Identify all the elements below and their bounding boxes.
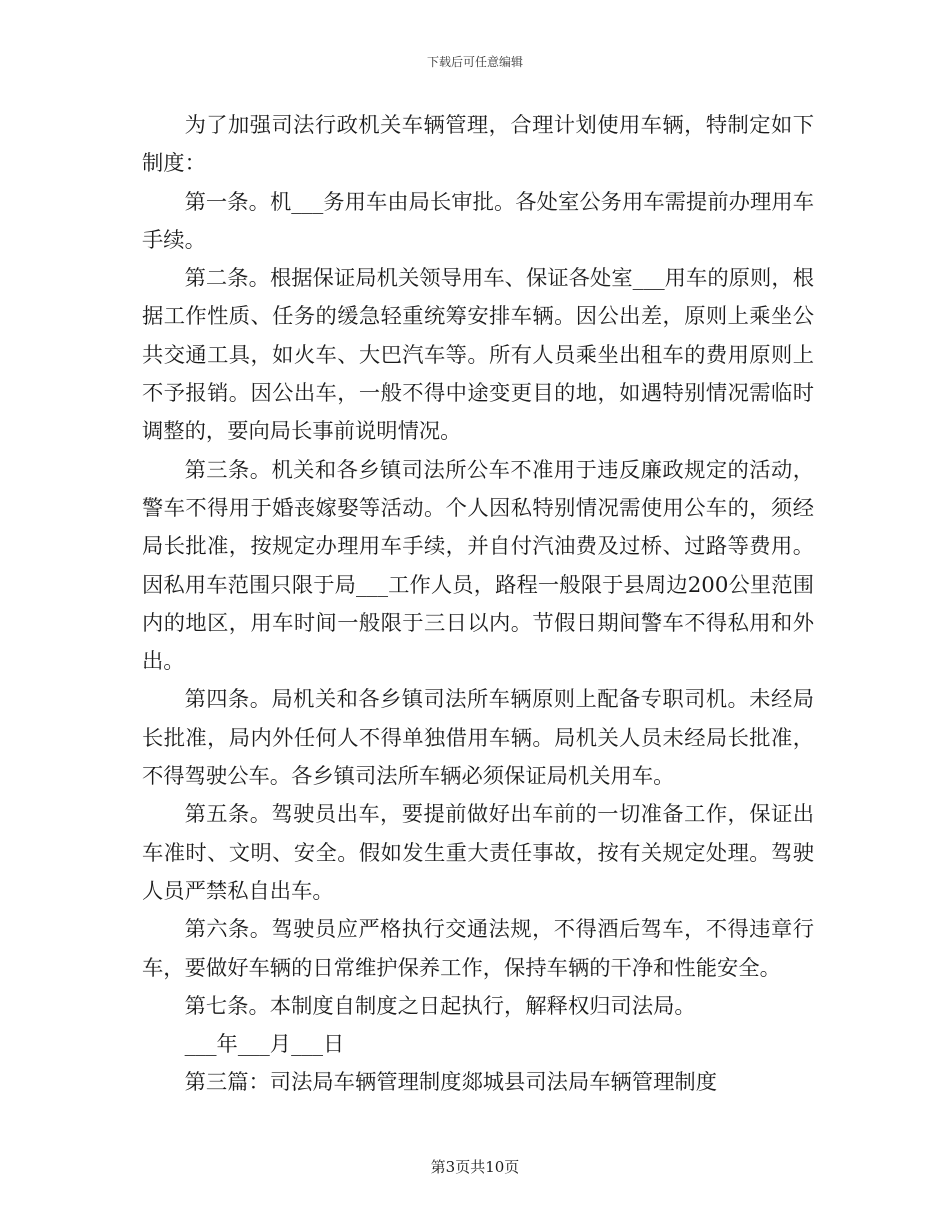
article-6-paragraph: 第六条。驾驶员应严格执行交通法规，不得酒后驾车，不得违章行车，要做好车辆的日常维护保养工作，保持车辆的干净和性能安全。 (142, 917, 814, 981)
date-line: ___年___月___日 (184, 1032, 345, 1058)
article-5-paragraph: 第五条。驾驶员出车，要提前做好出车前的一切准备工作，保证出车准时、文明、安全。假如发生重大责任事故，按有关规定处理。驾驶人员严禁私自出车。 (142, 802, 814, 904)
article-7-paragraph: 第七条。本制度自制度之日起执行，解释权归司法局。 (184, 993, 696, 1019)
document-body (142, 107, 814, 1103)
article-1-paragraph: 第一条。机___务用车由局长审批。各处室公务用车需提前办理用车手续。 (142, 189, 814, 253)
article-2-paragraph: 第二条。根据保证局机关领导用车、保证各处室___用车的原则，根据工作性质、任务的缓急轻重统筹安排车辆。因公出差，原则上乘坐公共交通工具，如火车、大巴汽车等。所有人员乘坐出租车的费用原则上不予报销。因公出车，一般不得中途变更目的地，如遇特别情况需临时调整的，要向局长事前说明情况。 (142, 266, 814, 445)
intro-paragraph: 为了加强司法行政机关车辆管理，合理计划使用车辆，特制定如下制度： (142, 113, 814, 177)
article-3-paragraph: 第三条。机关和各乡镇司法所公车不准用于违反廉政规定的活动，警车不得用于婚丧嫁娶等活动。个人因私特别情况需使用公车的，须经局长批准，按规定办理用车手续，并自付汽油费及过桥、过路等费用。因私用车范围只限于局___工作人员，路程一般限于县周边200公里范围内的地区，用车时间一般限于三日以内。节假日期间警车不得私用和外出。 (142, 457, 814, 675)
page-header-note: 下载后可任意编辑 (426, 55, 523, 69)
section-title: 第三篇：司法局车辆管理制度郯城县司法局车辆管理制度 (184, 1070, 718, 1096)
page-number: 第3页共10页 (430, 1158, 520, 1176)
article-4-paragraph: 第四条。局机关和各乡镇司法所车辆原则上配备专职司机。未经局长批准，局内外任何人不得单独借用车辆。局机关人员未经局长批准，不得驾驶公车。各乡镇司法所车辆必须保证局机关用车。 (142, 687, 814, 790)
